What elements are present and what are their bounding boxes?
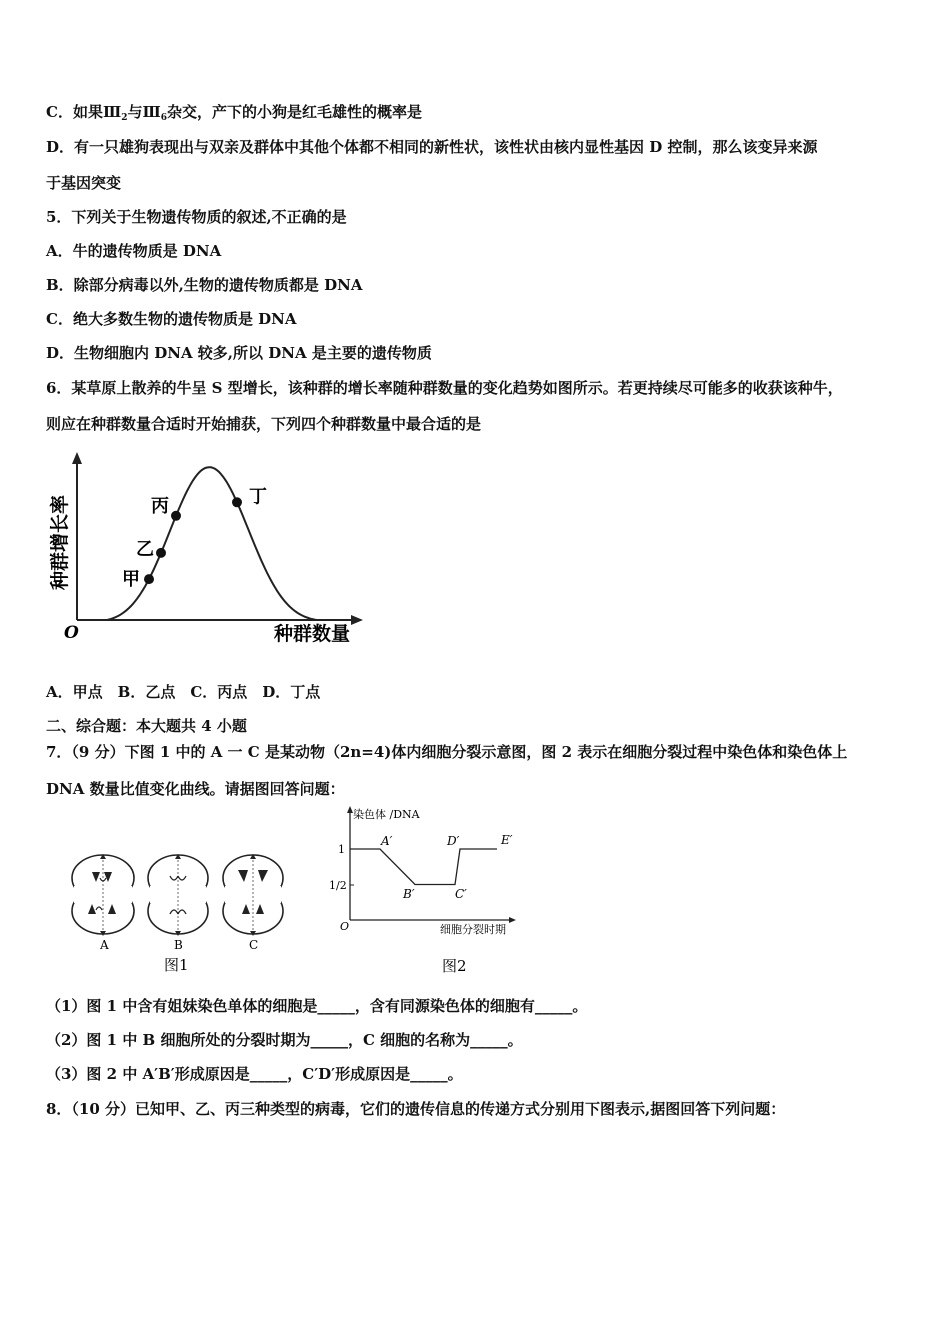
q6-stem-line2: 则应在种群数量合适时开始捕获，下列四个种群数量中最合适的是	[46, 415, 482, 433]
section-2-heading: 二、综合题：本大题共 4 小题	[46, 717, 247, 735]
growth-y-arrow	[72, 452, 82, 464]
growth-origin-label: O	[64, 623, 79, 643]
growth-point-1	[144, 574, 154, 584]
growth-y-label: 种群增长率	[49, 494, 71, 590]
ratio-x-label: 细胞分裂时期	[440, 923, 506, 936]
q4-option-d-line1: D．有一只雄狗表现出与双亲及群体中其他个体都不相同的新性状，该性状由核内显性基因 D 控制，那么该变异来源	[46, 138, 818, 156]
q5-option-c: C．绝大多数生物的遗传物质是 DNA	[46, 310, 297, 328]
figure-2-caption: 图2	[442, 957, 467, 975]
q7-sub3: （3）图 2 中 A′B′形成原因是_____，C′D′形成原因是_____。	[46, 1065, 463, 1083]
cell-b	[148, 854, 208, 936]
growth-x-label: 种群数量	[274, 623, 351, 645]
q5-option-d: D．生物细胞内 DNA 较多,所以 DNA 是主要的遗传物质	[46, 344, 432, 362]
figure-1-cells	[60, 848, 300, 978]
q4-option-d-line2: 于基因突变	[46, 174, 122, 192]
cell-label-b: B	[174, 938, 183, 952]
growth-point-2	[156, 548, 166, 558]
growth-point-4	[232, 497, 242, 507]
growth-x-arrow	[351, 615, 363, 625]
ratio-y-label: 染色体 /DNA	[353, 808, 420, 821]
ratio-ytick-half: 1/2	[329, 879, 347, 892]
ratio-point-label-2: B′	[403, 887, 415, 901]
growth-rate-chart	[40, 450, 370, 660]
ratio-x-arrow	[509, 917, 516, 923]
q7-sub1: （1）图 1 中含有姐妹染色单体的细胞是_____，含有同源染色体的细胞有_____。	[46, 997, 588, 1015]
growth-point-label-2: 乙	[136, 538, 154, 560]
q7-stem-line2: DNA 数量比值变化曲线。请据图回答问题：	[46, 780, 345, 798]
cell-label-c: C	[249, 938, 259, 952]
growth-point-label-1: 甲	[122, 569, 140, 591]
q7-stem-line1: 7．（9 分）下图 1 中的 A 一 C 是某动物（2n=4)体内细胞分裂示意图，图 2 表示在细胞分裂过程中染色体和染色体上	[46, 743, 848, 761]
ratio-point-label-4: D′	[447, 834, 460, 848]
cell-label-a: A	[100, 938, 109, 952]
figure-2-ratio-chart	[325, 800, 525, 980]
ratio-ytick-1: 1	[338, 843, 345, 856]
cell-a	[72, 854, 134, 936]
cell-c	[223, 854, 283, 936]
ratio-point-label-5: E′	[501, 833, 513, 847]
figure-1-caption: 图1	[164, 956, 189, 974]
growth-point-label-4: 丁	[249, 486, 267, 508]
q6-stem-line1: 6．某草原上散养的牛呈 S 型增长，该种群的增长率随种群数量的变化趋势如图所示。若更持续尽可能多的收获该种牛，	[46, 379, 843, 397]
q5-stem: 5．下列关于生物遗传物质的叙述,不正确的是	[46, 208, 347, 226]
ratio-line	[350, 849, 497, 885]
ratio-origin-label: O	[340, 920, 350, 933]
ratio-point-label-1: A′	[381, 834, 393, 848]
q7-sub2: （2）图 1 中 B 细胞所处的分裂时期为_____，C 细胞的名称为_____。	[46, 1031, 523, 1049]
q5-option-b: B．除部分病毒以外,生物的遗传物质都是 DNA	[46, 276, 363, 294]
q6-options: A．甲点 B．乙点 C．丙点 D．丁点	[46, 683, 321, 701]
q5-option-a: A．牛的遗传物质是 DNA	[46, 242, 222, 260]
ratio-point-label-3: C′	[455, 887, 467, 901]
q8-stem: 8．（10 分）已知甲、乙、丙三种类型的病毒，它们的遗传信息的传递方式分别用下图表示,据图回答下列问题：	[46, 1100, 786, 1118]
growth-point-label-3: 丙	[151, 495, 169, 517]
growth-point-3	[171, 511, 181, 521]
q4-option-c: C．如果$Ⅲ_2$与$Ⅲ_6$杂交，产下的小狗是红毛雄性的概率是	[46, 103, 423, 123]
